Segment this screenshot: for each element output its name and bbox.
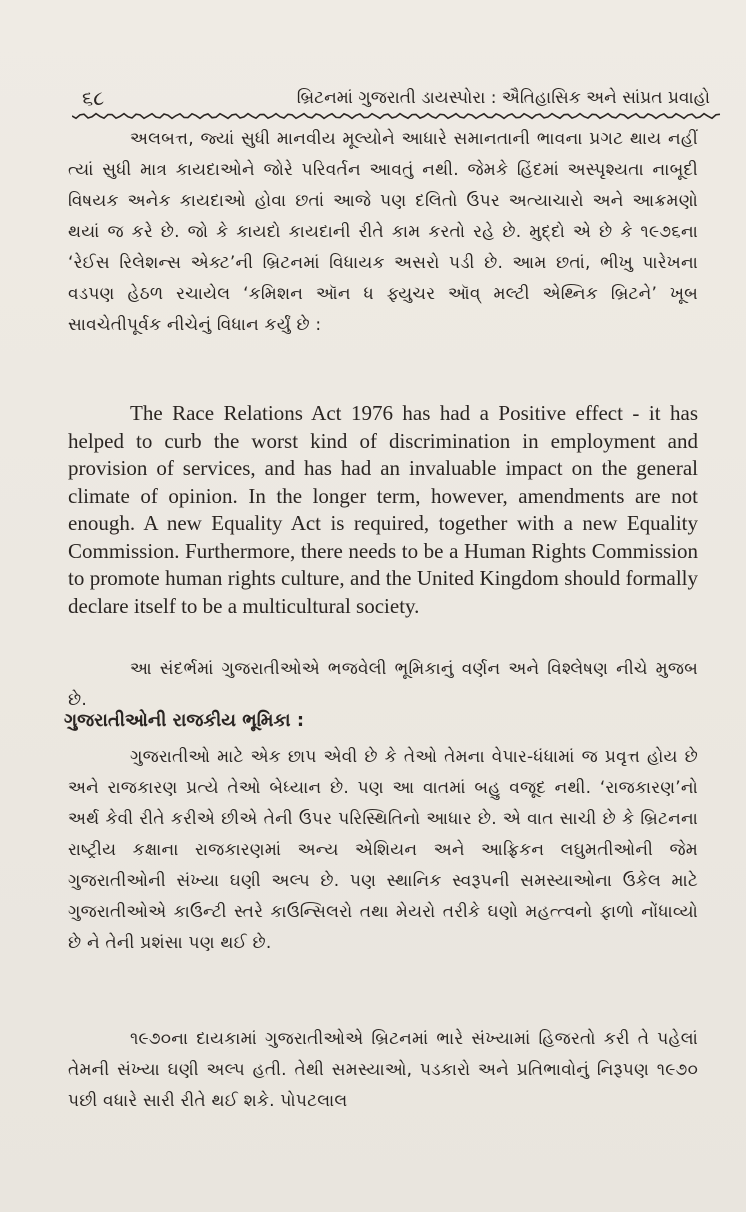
english-quotation [68, 400, 698, 620]
page-number: ૬૮ [82, 86, 105, 110]
bridge-text: આ સંદર્ભમાં ગુજરાતીઓએ ભજવેલી ભૂમિકાનું વર્ણન અને વિશ્લેષણ નીચે મુજબ છે. [68, 659, 698, 710]
quote-text: The Race Relations Act 1976 has had a Positive effect - it has helped to curb the worst kind of discrimination in employment and provision of services, and has had an invaluable impact on the general climate of opinion. In the longer term, however, amendments are not enough. A new Equality Act is required, together with a new Equality Commission. Furthermore, there needs to be a Human Rights Commission to promote human rights culture, and the United Kingdom should formally declare itself to be a multicultural society. [68, 401, 698, 618]
bridge-paragraph [68, 654, 698, 716]
body-paragraph [68, 742, 698, 959]
wavy-divider [72, 110, 722, 122]
closing-paragraph [68, 1024, 698, 1117]
intro-text: અલબત્ત, જ્યાં સુધી માનવીય મૂલ્યોને આધારે સમાનતાની ભાવના પ્રગટ થાય નહીં ત્યાં સુધી માત્ર કાયદાઓને જોરે પરિવર્તન આવતું નથી. જેમકે હિંદમાં અસ્પૃશ્યતા નાબૂદી વિષયક અનેક કાયદાઓ હોવા છતાં આજે પણ દલિતો ઉપર અત્યાચારો અને આક્રમણો થયાં જ કરે છે. જો કે કાયદો કાયદાની રીતે કામ કરતો રહે છે. મુદ્દો એ છે કે ૧૯૭૬ના ‘રેઈસ રિલેશન્સ એક્ટ’ની બ્રિટનમાં વિધાયક અસરો પડી છે. આમ છતાં, ભીખુ પારેખના વડપણ હેઠળ રચાયેલ ‘કમિશન ઑન ધ ફ્યુચર ઑવ્ મલ્ટી એથ્નિક બ્રિટને’ ખૂબ સાવચેતીપૂર્વક નીચેનું વિધાન કર્યું છે : [68, 129, 698, 335]
section-heading: ગુજરાતીઓની રાજકીય ભૂમિકા : [64, 710, 305, 731]
running-title: બ્રિટનમાં ગુજરાતી ડાયસ્પોરા : ઐતિહાસિક અને સાંપ્રત પ્રવાહો [296, 88, 710, 108]
intro-paragraph [68, 124, 698, 341]
closing-text: ૧૯૭૦ના દાયકામાં ગુજરાતીઓએ બ્રિટનમાં ભારે સંખ્યામાં હિજરતો કરી તે પહેલાં તેમની સંખ્યા ઘણી અલ્પ હતી. તેથી સમસ્યાઓ, પડકારો અને પ્રતિભાવોનું નિરૂપણ ૧૯૭૦ પછી વધારે સારી રીતે થઈ શકે. પોપટલાલ [68, 1029, 698, 1111]
body-text: ગુજરાતીઓ માટે એક છાપ એવી છે કે તેઓ તેમના વેપાર-ધંધામાં જ પ્રવૃત્ત હોય છે અને રાજકારણ પ્રત્યે તેઓ બેધ્યાન છે. પણ આ વાતમાં બહુ વજૂદ નથી. ‘રાજકારણ’નો અર્થ કેવી રીતે કરીએ છીએ તેની ઉપર પરિસ્થિતિનો આધાર છે. એ વાત સાચી છે કે બ્રિટનના રાષ્ટ્રીય કક્ષાના રાજકારણમાં અન્ય એશિયન અને આફ્રિકન લઘુમતીઓની જેમ ગુજરાતીઓની સંખ્યા ઘણી અલ્પ છે. પણ સ્થાનિક સ્વરૂપની સમસ્યાઓના ઉકેલ માટે ગુજરાતીઓએ કાઉન્ટી સ્તરે કાઉન્સિલરો તથા મેયરો તરીકે ઘણો મહત્ત્વનો ફાળો નોંધાવ્યો છે ને તેની પ્રશંસા પણ થઈ છે. [68, 747, 698, 953]
